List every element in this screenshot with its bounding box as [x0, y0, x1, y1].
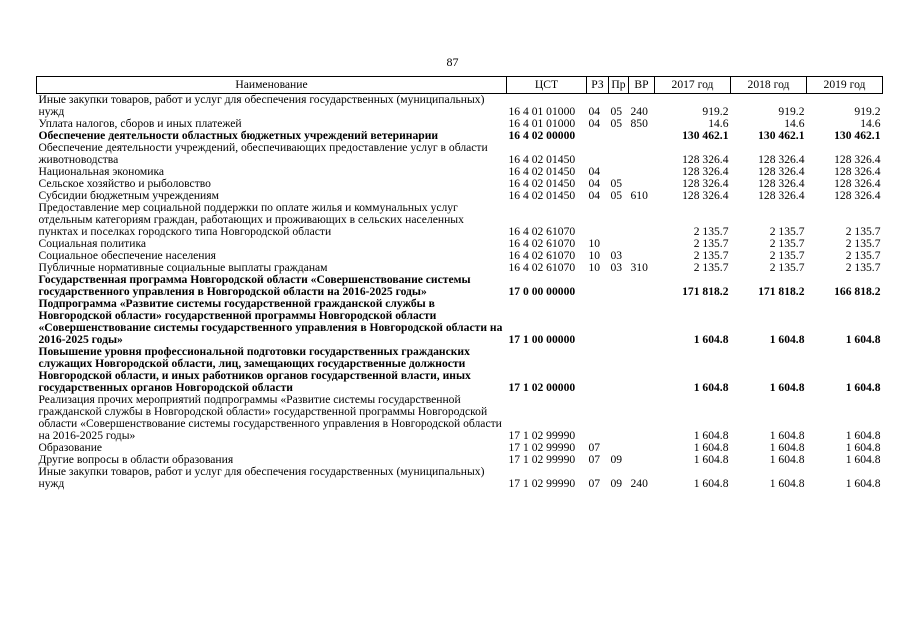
table-row [37, 274, 883, 298]
value-2017-cell: 128 326.4 [682, 177, 729, 190]
table-row [37, 142, 883, 166]
value-2019-cell: 2 135.7 [845, 237, 881, 250]
value-2019-cell: 1 604.8 [845, 453, 881, 466]
value-2017-cell: 128 326.4 [682, 189, 729, 202]
value-2018-cell: 130 462.1 [758, 129, 805, 142]
value-2017-cell: 128 326.4 [682, 165, 729, 178]
value-2018-cell: 1 604.8 [769, 381, 805, 394]
pr-cell: 03 [610, 249, 623, 262]
cst-cell: 16 4 01 01000 [508, 117, 576, 130]
cst-cell: 16 4 02 00000 [508, 129, 576, 142]
value-2019-cell: 14.6 [860, 117, 881, 130]
name-cell: Социальная политика [38, 237, 147, 250]
value-2018-cell: 171 818.2 [758, 285, 805, 298]
vr-cell [629, 130, 655, 142]
value-2017-cell: 1 604.8 [693, 441, 729, 454]
name-cell: Национальная экономика [38, 165, 165, 178]
vr-cell [629, 274, 655, 298]
pr-cell [609, 298, 629, 346]
rz-cell [587, 202, 609, 238]
header-2019: 2019 год [807, 77, 883, 94]
vr-cell: 310 [630, 261, 648, 274]
value-2019-cell: 1 604.8 [845, 477, 881, 490]
header-2018: 2018 год [731, 77, 807, 94]
vr-cell [629, 142, 655, 166]
value-2018-cell: 128 326.4 [758, 177, 805, 190]
name-cell: Повышение уровня профессиональной подготовки государственных гражданских служащих Новгородской области, лиц, замещающих государственные должности Новгородской области, и иных работников органов государственной власти, иных государственных органов Новгородской области [38, 345, 471, 394]
name-cell: Реализация прочих мероприятий подпрограммы «Развитие системы государственной гражданской службы в Новгородской области» государственной программы Новгородской области «Совершенствование системы государственного управления в Новгородской области на 2016-2025 годы» [38, 393, 502, 442]
cst-cell: 16 4 01 01000 [508, 105, 576, 118]
pr-cell [609, 202, 629, 238]
name-cell: Субсидии бюджетным учреждениям [38, 189, 219, 202]
cst-cell: 16 4 02 61070 [508, 249, 576, 262]
value-2017-cell: 2 135.7 [693, 237, 729, 250]
value-2019-cell: 1 604.8 [845, 429, 881, 442]
table-row [37, 94, 883, 119]
rz-cell [587, 298, 609, 346]
value-2018-cell: 1 604.8 [769, 453, 805, 466]
cst-cell: 17 1 02 99990 [508, 441, 576, 454]
rz-cell [587, 394, 609, 442]
header-cst: ЦСТ [507, 77, 587, 94]
value-2017-cell: 128 326.4 [682, 153, 729, 166]
name-cell: Предоставление мер социальной поддержки по оплате жилья и коммунальных услуг отдельным категориям граждан, работающих и проживающих в сельских населенных пунктах и поселках городского типа Новгородской области [38, 201, 464, 238]
cst-cell: 17 1 02 99990 [508, 453, 576, 466]
value-2018-cell: 919.2 [778, 105, 805, 118]
table-row [37, 466, 883, 490]
rz-cell [587, 142, 609, 166]
cst-cell: 16 4 02 01450 [508, 165, 576, 178]
value-2019-cell: 1 604.8 [845, 381, 881, 394]
rz-cell: 07 [588, 453, 601, 466]
name-cell: Уплата налогов, сборов и иных платежей [38, 117, 242, 130]
value-2019-cell: 2 135.7 [845, 225, 881, 238]
table-row [37, 202, 883, 238]
vr-cell [629, 454, 655, 466]
value-2019-cell: 128 326.4 [834, 153, 881, 166]
pr-cell [609, 142, 629, 166]
table-row [37, 298, 883, 346]
value-2019-cell: 128 326.4 [834, 189, 881, 202]
value-2019-cell: 128 326.4 [834, 165, 881, 178]
rz-cell: 10 [588, 261, 601, 274]
value-2019-cell: 1 604.8 [845, 441, 881, 454]
cst-cell: 16 4 02 61070 [508, 261, 576, 274]
cst-cell: 17 1 02 99990 [508, 477, 576, 490]
rz-cell: 04 [588, 189, 601, 202]
rz-cell: 04 [588, 177, 601, 190]
rz-cell: 04 [588, 117, 601, 130]
rz-cell: 04 [588, 105, 601, 118]
value-2019-cell: 1 604.8 [845, 333, 881, 346]
vr-cell [629, 346, 655, 394]
vr-cell [629, 394, 655, 442]
value-2018-cell: 1 604.8 [769, 441, 805, 454]
name-cell: Иные закупки товаров, работ и услуг для обеспечения государственных (муниципальных) нужд [38, 93, 485, 118]
rz-cell [587, 130, 609, 142]
rz-cell [587, 274, 609, 298]
vr-cell [629, 442, 655, 454]
name-cell: Подпрограмма «Развитие системы государственной гражданской службы в Новгородской области» государственной программы Новгородской области «Совершенствование системы государственного управления в Новгородской области на 2016-2025 годы» [38, 297, 503, 346]
name-cell: Обеспечение деятельности учреждений, обеспечивающих предоставление услуг в области животноводства [38, 141, 488, 166]
header-rz: РЗ [587, 77, 609, 94]
pr-cell: 09 [610, 477, 623, 490]
name-cell: Сельское хозяйство и рыболовство [38, 177, 211, 190]
pr-cell: 05 [610, 105, 623, 118]
name-cell: Другие вопросы в области образования [38, 453, 234, 466]
value-2017-cell: 1 604.8 [693, 477, 729, 490]
name-cell: Обеспечение деятельности областных бюджетных учреждений ветеринарии [38, 129, 439, 142]
pr-cell: 05 [610, 177, 623, 190]
value-2017-cell: 1 604.8 [693, 453, 729, 466]
vr-cell: 240 [630, 477, 648, 490]
rz-cell [587, 346, 609, 394]
cst-cell: 16 4 02 61070 [508, 237, 576, 250]
value-2017-cell: 1 604.8 [693, 429, 729, 442]
budget-table [36, 76, 883, 490]
pr-cell: 05 [610, 117, 623, 130]
value-2017-cell: 919.2 [702, 105, 729, 118]
rz-cell: 10 [588, 249, 601, 262]
table-row [37, 346, 883, 394]
value-2017-cell: 2 135.7 [693, 249, 729, 262]
value-2018-cell: 1 604.8 [769, 429, 805, 442]
pr-cell [609, 274, 629, 298]
page-number: 87 [446, 55, 459, 69]
vr-cell: 610 [630, 189, 648, 202]
cst-cell: 17 1 02 99990 [508, 429, 576, 442]
pr-cell [609, 346, 629, 394]
pr-cell: 05 [610, 189, 623, 202]
name-cell: Иные закупки товаров, работ и услуг для обеспечения государственных (муниципальных) нужд [38, 465, 485, 490]
table-header-row [37, 77, 883, 94]
value-2019-cell: 2 135.7 [845, 249, 881, 262]
vr-cell: 240 [630, 105, 648, 118]
rz-cell: 07 [588, 441, 601, 454]
vr-cell [629, 202, 655, 238]
value-2017-cell: 1 604.8 [693, 381, 729, 394]
value-2018-cell: 2 135.7 [769, 261, 805, 274]
header-name: Наименование [37, 77, 507, 94]
pr-cell: 03 [610, 261, 623, 274]
table-body [37, 94, 883, 491]
rz-cell: 04 [588, 165, 601, 178]
name-cell: Государственная программа Новгородской области «Совершенствование системы государственного управления в Новгородской области на 2016-2025 годы» [38, 273, 471, 298]
value-2018-cell: 1 604.8 [769, 333, 805, 346]
rz-cell: 07 [588, 477, 601, 490]
cst-cell: 17 0 00 00000 [508, 285, 576, 298]
vr-cell: 850 [630, 117, 648, 130]
value-2018-cell: 128 326.4 [758, 165, 805, 178]
value-2018-cell: 1 604.8 [769, 477, 805, 490]
cst-cell: 17 1 00 00000 [508, 333, 576, 346]
name-cell: Социальное обеспечение населения [38, 249, 217, 262]
value-2018-cell: 14.6 [784, 117, 805, 130]
cst-cell: 16 4 02 61070 [508, 225, 576, 238]
value-2017-cell: 1 604.8 [693, 333, 729, 346]
name-cell: Образование [38, 441, 103, 454]
vr-cell [629, 298, 655, 346]
cst-cell: 16 4 02 01450 [508, 189, 576, 202]
value-2018-cell: 2 135.7 [769, 225, 805, 238]
header-pr: Пр [609, 77, 629, 94]
cst-cell: 16 4 02 01450 [508, 153, 576, 166]
cst-cell: 16 4 02 01450 [508, 177, 576, 190]
value-2018-cell: 128 326.4 [758, 189, 805, 202]
rz-cell: 10 [588, 237, 601, 250]
value-2019-cell: 166 818.2 [834, 285, 881, 298]
value-2018-cell: 128 326.4 [758, 153, 805, 166]
pr-cell [609, 394, 629, 442]
name-cell: Публичные нормативные социальные выплаты гражданам [38, 261, 328, 274]
value-2018-cell: 2 135.7 [769, 249, 805, 262]
pr-cell: 09 [610, 453, 623, 466]
value-2019-cell: 128 326.4 [834, 177, 881, 190]
value-2018-cell: 2 135.7 [769, 237, 805, 250]
value-2017-cell: 14.6 [708, 117, 729, 130]
value-2019-cell: 919.2 [854, 105, 881, 118]
value-2017-cell: 130 462.1 [682, 129, 729, 142]
vr-cell [629, 238, 655, 250]
vr-cell [629, 166, 655, 178]
header-vr: ВР [629, 77, 655, 94]
value-2019-cell: 130 462.1 [834, 129, 881, 142]
table-row [37, 394, 883, 442]
value-2017-cell: 2 135.7 [693, 225, 729, 238]
value-2019-cell: 2 135.7 [845, 261, 881, 274]
value-2017-cell: 171 818.2 [682, 285, 729, 298]
header-2017: 2017 год [655, 77, 731, 94]
cst-cell: 17 1 02 00000 [508, 381, 576, 394]
value-2017-cell: 2 135.7 [693, 261, 729, 274]
pr-cell [609, 130, 629, 142]
